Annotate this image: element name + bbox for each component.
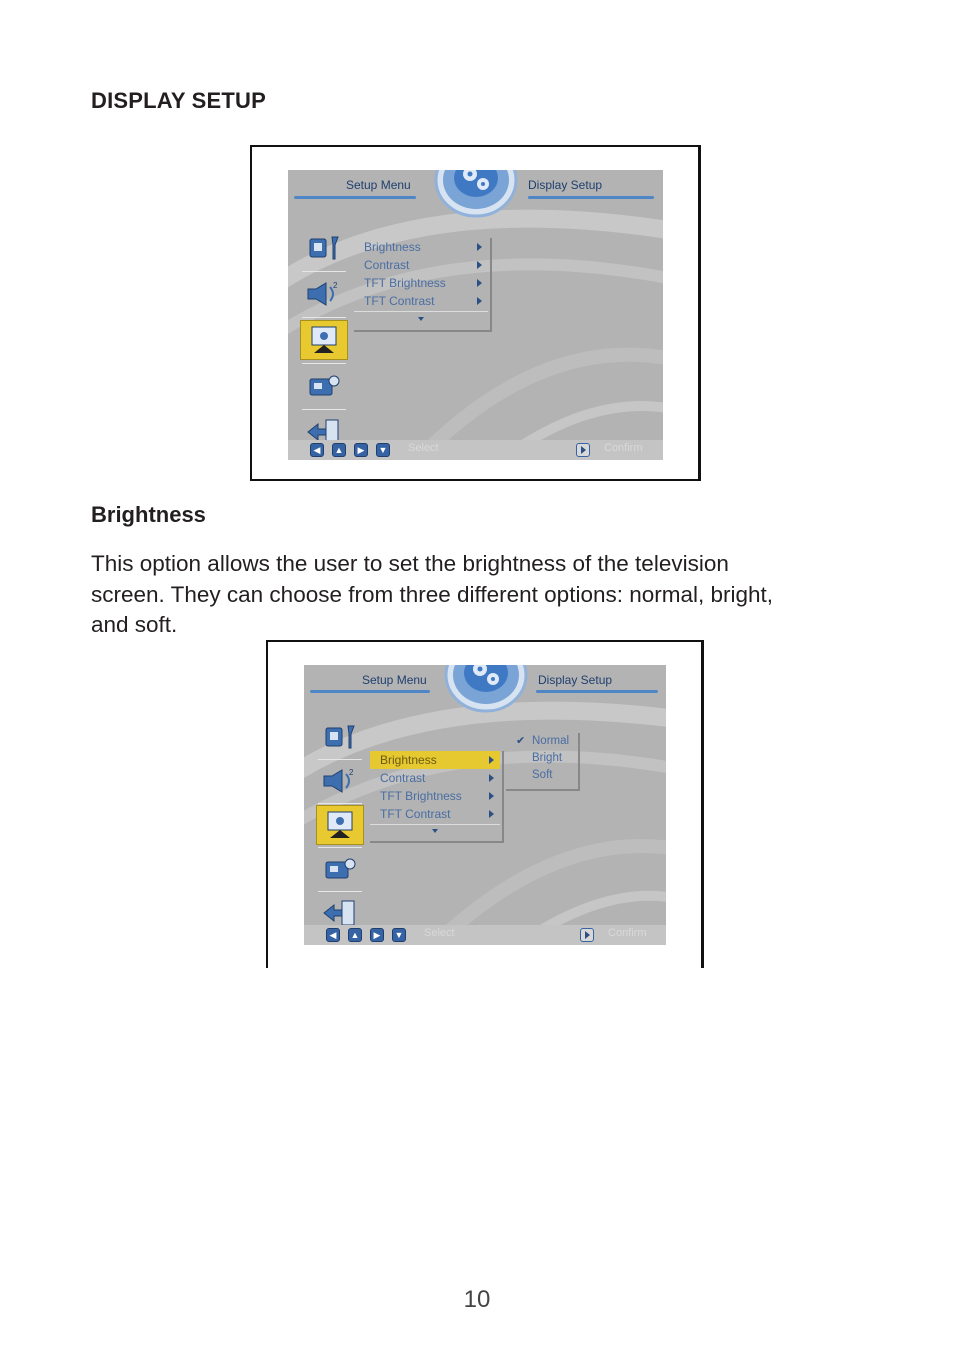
- display-icon[interactable]: [300, 320, 348, 360]
- video-icon[interactable]: [300, 366, 348, 406]
- footer-confirm-label: Confirm: [608, 927, 647, 939]
- display-setup-menu: [354, 238, 492, 332]
- footer-select-label: Select: [424, 927, 455, 939]
- header-right-label: Display Setup: [538, 673, 613, 687]
- header-left-label: Setup Menu: [346, 178, 411, 192]
- submenu-arrow-icon: [477, 243, 482, 251]
- footer-select-label: Select: [408, 442, 439, 454]
- submenu-arrow-icon: [489, 810, 494, 818]
- section-title: DISPLAY SETUP: [91, 88, 266, 113]
- audio-icon[interactable]: [316, 761, 364, 801]
- checkmark-icon: ✔: [516, 735, 526, 747]
- setup-gear-icon: [434, 170, 518, 218]
- submenu-arrow-icon: [477, 279, 482, 287]
- menu-item-brightness[interactable]: Brightness: [354, 238, 488, 256]
- body-line: This option allows the user to set the brightness of the television: [91, 551, 729, 576]
- option-soft[interactable]: Soft: [532, 769, 553, 781]
- svg-text:2: 2: [349, 768, 354, 777]
- down-arrow-icon[interactable]: ▼: [392, 928, 406, 942]
- menu-item-tft-brightness[interactable]: TFT Brightness: [354, 274, 488, 292]
- left-arrow-icon[interactable]: ◀: [310, 443, 324, 457]
- right-arrow-icon[interactable]: ▶: [370, 928, 384, 942]
- down-arrow-icon[interactable]: ▼: [376, 443, 390, 457]
- setup-gear-icon: [444, 665, 528, 713]
- page-number: 10: [463, 1286, 491, 1313]
- footer-confirm-label: Confirm: [604, 442, 643, 454]
- up-arrow-icon[interactable]: ▲: [332, 443, 346, 457]
- scroll-down-icon[interactable]: [354, 313, 488, 327]
- submenu-arrow-icon: [489, 774, 494, 782]
- screenshot-brightness-submenu: [266, 640, 704, 968]
- right-arrow-icon[interactable]: ▶: [354, 443, 368, 457]
- menu-item-contrast[interactable]: Contrast: [370, 769, 500, 787]
- display-setup-menu: [370, 751, 504, 843]
- settings-icon[interactable]: [316, 717, 364, 757]
- sub-heading: Brightness: [91, 502, 206, 527]
- body-line: screen. They can choose from three different options: normal, bright,: [91, 581, 774, 607]
- body-line: and soft.: [91, 612, 178, 637]
- footer-bar: [288, 440, 663, 460]
- menu-item-brightness[interactable]: Brightness: [370, 751, 500, 769]
- body-paragraph: [91, 549, 881, 641]
- play-icon[interactable]: [576, 443, 590, 457]
- menu-item-tft-contrast[interactable]: TFT Contrast: [370, 805, 500, 823]
- brightness-options-submenu: [506, 733, 580, 791]
- header-right-label: Display Setup: [528, 178, 603, 192]
- submenu-arrow-icon: [489, 792, 494, 800]
- tv-screen: [304, 665, 666, 945]
- screenshot-display-setup-menu: [250, 145, 701, 481]
- audio-icon[interactable]: [300, 274, 348, 314]
- play-icon[interactable]: [580, 928, 594, 942]
- option-normal[interactable]: ✔ Normal: [506, 733, 578, 750]
- menu-item-tft-contrast[interactable]: TFT Contrast: [354, 292, 488, 310]
- footer-bar: [304, 925, 666, 945]
- settings-icon[interactable]: [300, 228, 348, 268]
- up-arrow-icon[interactable]: ▲: [348, 928, 362, 942]
- header-left-label: Setup Menu: [362, 673, 427, 687]
- video-icon[interactable]: [316, 849, 364, 889]
- left-arrow-icon[interactable]: ◀: [326, 928, 340, 942]
- menu-item-contrast[interactable]: Contrast: [354, 256, 488, 274]
- tv-screen: [288, 170, 663, 460]
- submenu-arrow-icon: [477, 261, 482, 269]
- svg-text:2: 2: [333, 281, 338, 290]
- menu-item-tft-brightness[interactable]: TFT Brightness: [370, 787, 500, 805]
- scroll-down-icon[interactable]: [370, 825, 500, 839]
- submenu-arrow-icon: [477, 297, 482, 305]
- display-icon[interactable]: [316, 805, 364, 845]
- option-bright[interactable]: Bright: [532, 752, 563, 764]
- submenu-arrow-icon: [489, 756, 494, 764]
